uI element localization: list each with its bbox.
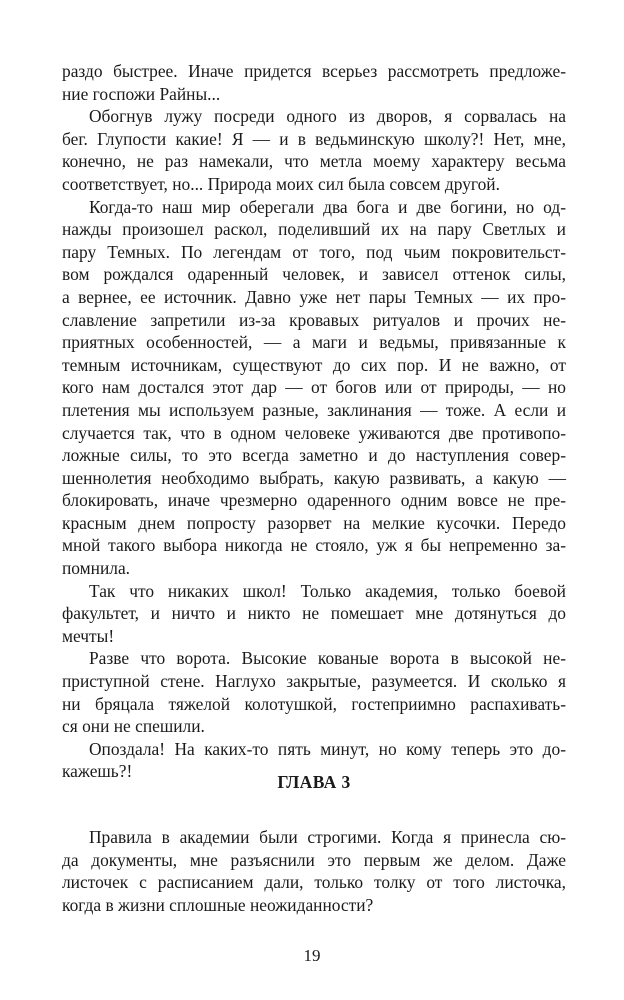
text-line: раздо быстрее. Иначе придется всерьез рассмотреть предложе-	[62, 61, 566, 81]
paragraph	[62, 647, 566, 737]
text-line: кого нам достался этот дар — от богов или от природы, — но	[62, 377, 566, 398]
text-line: когда в жизни сплошные неожиданности?	[62, 894, 374, 915]
paragraph	[62, 105, 566, 195]
paragraph	[62, 826, 566, 916]
text-line: а вернее, ее источник. Давно уже нет пары Темных — их про-	[62, 286, 566, 307]
text-line: ложные силы, то это всегда заметно и до наступления совер-	[62, 445, 566, 466]
paragraph	[62, 60, 566, 105]
text-line: кажешь?!	[62, 761, 133, 782]
text-line: Правила в академии были строгими. Когда я принесла сю-	[89, 827, 566, 847]
paragraph	[62, 196, 566, 580]
text-line: Опоздала! На каких-то пять минут, но кому теперь это до-	[89, 738, 566, 759]
text-line: темным источникам, существуют до сих пор. И не важно, от	[62, 354, 566, 375]
text-line: славление запретили из-за кровавых ритуалов и прочих не-	[62, 309, 566, 330]
text-line: бег. Глупости какие! Я — и в ведьминскую школу?! Нет, мне,	[62, 128, 566, 149]
text-line: блокировать, иначе чрезмерно одаренного одним вовсе не пре-	[62, 490, 566, 511]
text-line: Разве что ворота. Высокие кованые ворота в высокой не-	[89, 648, 566, 669]
text-line: мной такого выбора никогда не стояло, уж я бы непременно за-	[62, 535, 566, 556]
text-line: Когда-то наш мир оберегали два бога и две богини, но од-	[89, 196, 566, 217]
text-line: мечты!	[62, 625, 115, 646]
text-line: факультет, и ничто и никто не помешает мне дотянуться до	[62, 603, 566, 624]
text-line: ни бряцала тяжелой колотушкой, гостеприимно распахивать-	[62, 693, 566, 714]
text-line: приступной стене. Наглухо закрытые, разумеется. И сколько я	[62, 671, 566, 692]
paragraph	[62, 580, 566, 648]
text-line: конечно, не раз намекали, что метла моему характеру весьма	[62, 151, 566, 172]
chapter-body-text	[62, 826, 566, 916]
text-line: Обогнув лужу посреди одного из дворов, я сорвалась на	[89, 106, 566, 127]
text-line: Так что никаких школ! Только академия, только боевой	[89, 580, 566, 601]
text-line: ние госпожи Райны...	[62, 83, 221, 104]
text-line: шеннолетия необходимо выбрать, какую развивать, а какую —	[62, 467, 566, 488]
text-line: помнила.	[62, 558, 131, 579]
text-line: приятных особенностей, — а маги и ведьмы, привязанные к	[62, 332, 566, 353]
text-line: соответствует, но... Природа моих сил была совсем другой.	[62, 173, 500, 194]
page-number: 19	[303, 946, 321, 965]
text-line: плетения мы используем разные, заклинания — тоже. А если и	[62, 399, 566, 420]
text-line: нажды произошел раскол, поделивший их на пару Светлых и	[62, 219, 566, 240]
text-line: ся они не спешили.	[62, 716, 205, 737]
text-line: да документы, мне разъяснили это первым же делом. Даже	[62, 849, 566, 870]
body-text	[62, 60, 566, 783]
text-line: случается так, что в одном человеке уживаются две противопо-	[62, 422, 566, 443]
text-line: пару Темных. По легендам от того, под чьим покровительст-	[62, 241, 566, 262]
text-line: листочек с расписанием дали, только толку от того листочка,	[62, 872, 566, 893]
text-line: вом рождался одаренный человек, и зависел оттенок силы,	[62, 264, 566, 285]
text-line: красным днем попросту разорвет на мелкие кусочки. Передо	[62, 512, 566, 533]
chapter-heading: ГЛАВА 3	[277, 772, 351, 792]
